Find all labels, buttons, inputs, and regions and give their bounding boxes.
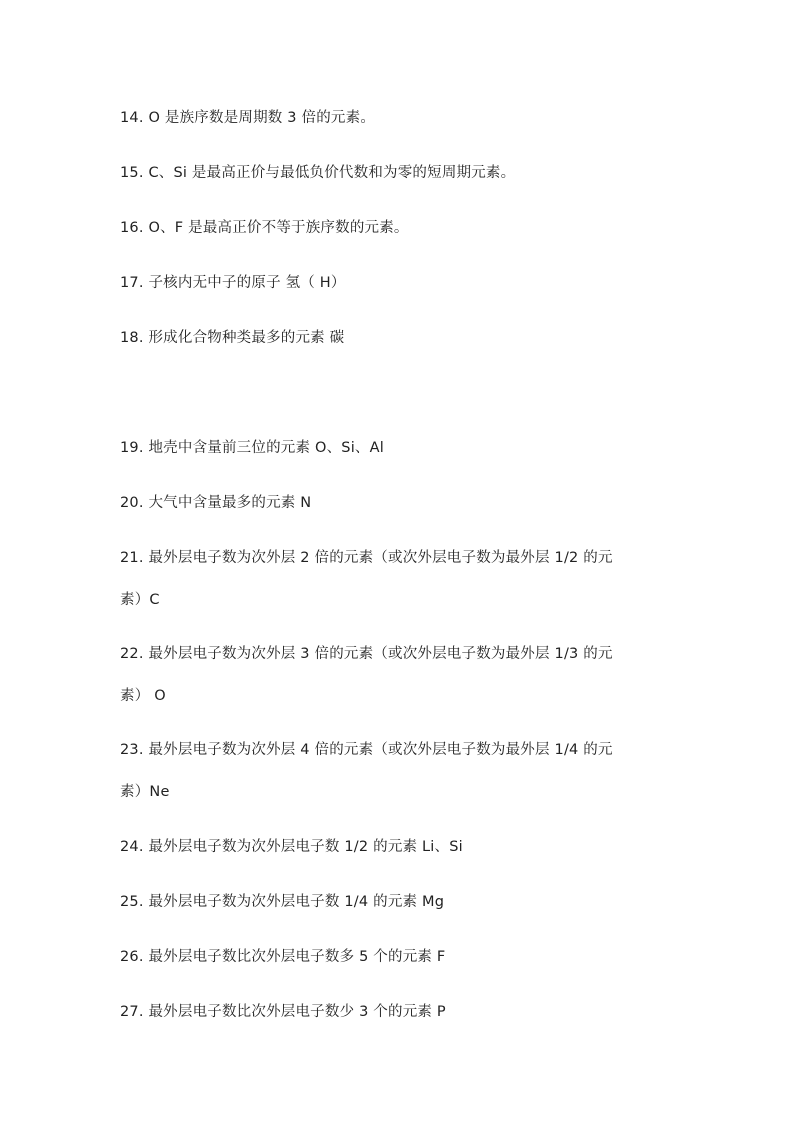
item-22-continuation: 素） O — [120, 688, 166, 704]
item-17: 17. 子核内无中子的原子 氢（ H） — [120, 275, 346, 291]
item-25: 25. 最外层电子数为次外层电子数 1/4 的元素 Mg — [120, 894, 445, 910]
item-21-continuation: 素）C — [120, 592, 160, 608]
item-24: 24. 最外层电子数为次外层电子数 1/2 的元素 Li、Si — [120, 839, 463, 855]
item-23-continuation: 素）Ne — [120, 784, 170, 800]
item-20: 20. 大气中含量最多的元素 N — [120, 495, 312, 511]
item-14: 14. O 是族序数是周期数 3 倍的元素。 — [120, 110, 376, 126]
item-21: 21. 最外层电子数为次外层 2 倍的元素（或次外层电子数为最外层 1/2 的元 — [120, 550, 613, 566]
item-15: 15. C、Si 是最高正价与最低负价代数和为零的短周期元素。 — [120, 165, 516, 181]
item-16: 16. O、F 是最高正价不等于族序数的元素。 — [120, 220, 409, 236]
item-22: 22. 最外层电子数为次外层 3 倍的元素（或次外层电子数为最外层 1/3 的元 — [120, 646, 613, 662]
item-26: 26. 最外层电子数比次外层电子数多 5 个的元素 F — [120, 949, 446, 965]
item-23: 23. 最外层电子数为次外层 4 倍的元素（或次外层电子数为最外层 1/4 的元 — [120, 742, 613, 758]
item-19: 19. 地壳中含量前三位的元素 O、Si、Al — [120, 440, 384, 456]
item-27: 27. 最外层电子数比次外层电子数少 3 个的元素 P — [120, 1004, 446, 1020]
item-18: 18. 形成化合物种类最多的元素 碳 — [120, 330, 345, 346]
